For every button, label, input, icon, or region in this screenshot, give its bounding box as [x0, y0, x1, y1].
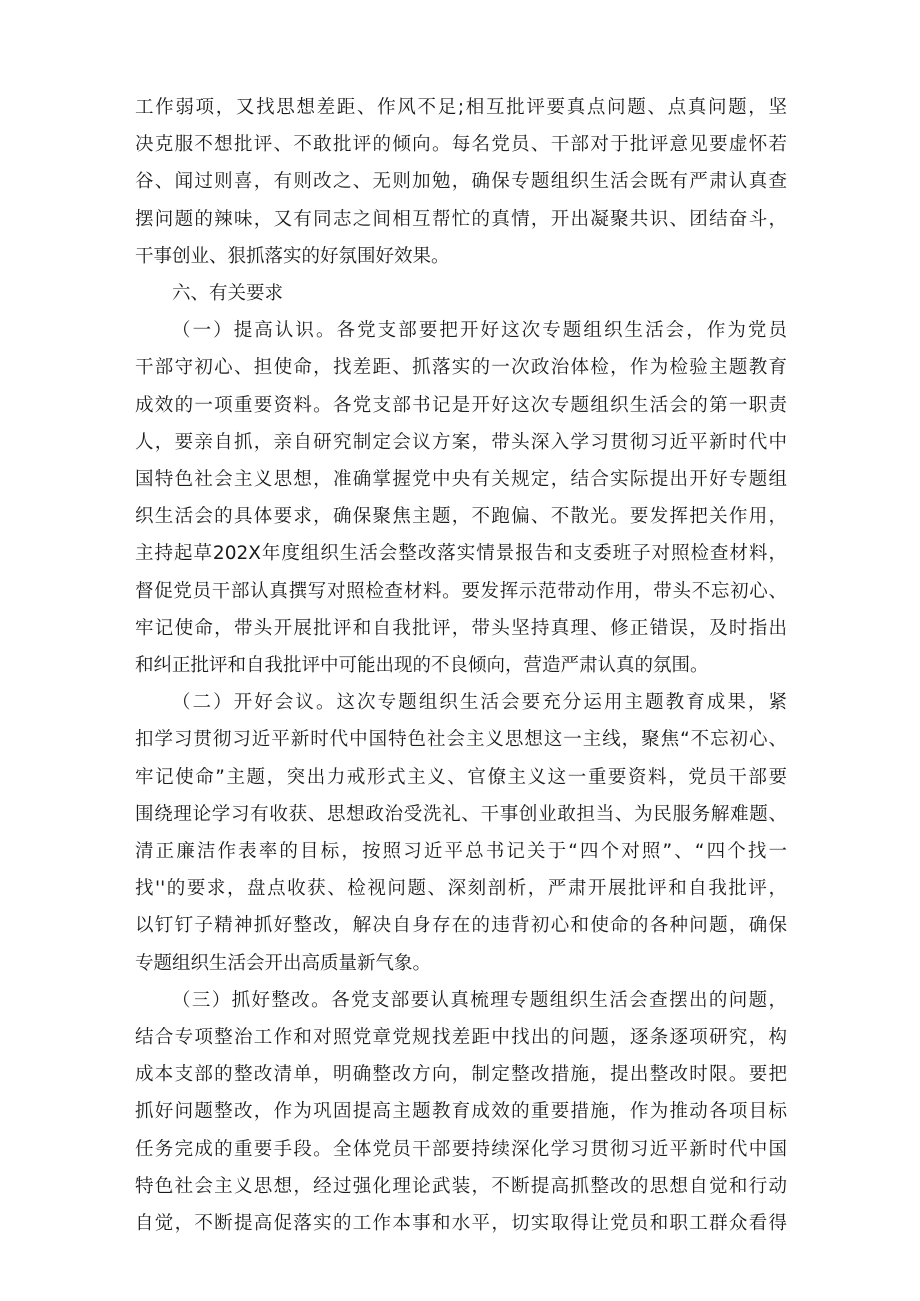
paragraph-line: 成本支部的整改清单，明确整改方向，制定整改措施，提出整改时限。要把	[135, 1064, 787, 1086]
paragraph-line: （二）开好会议。这次专题组织生活会要充分运用主题教育成果，紧	[172, 692, 787, 714]
paragraph-line: 找''的要求，盘点收获、检视问题、深刻剖析，严肃开展批评和自我批评，	[135, 878, 787, 900]
paragraph-line: 任务完成的重要手段。全体党员干部要持续深化学习贯彻习近平新时代中国	[135, 1138, 787, 1160]
paragraph-line: 决克服不想批评、不敢批评的倾向。每名党员、干部对于批评意见要虚怀若	[135, 134, 787, 156]
paragraph-line: 抓好问题整改，作为巩固提高主题教育成效的重要措施，作为推动各项目标	[135, 1101, 787, 1123]
paragraph-line: 结合专项整治工作和对照党章党规找差距中找出的问题，逐条逐项研究，构	[135, 1027, 787, 1048]
paragraph-line: （三）抓好整改。各党支部要认真梳理专题组织生活会查摆出的问题，	[172, 989, 787, 1011]
paragraph-line: 清正廉洁作表率的目标，按照习近平总书记关于“四个对照”、“四个找一	[135, 841, 787, 862]
paragraph-line: 织生活会的具体要求，确保聚焦主题，不跑偏、不散光。要发挥把关作用，	[135, 506, 787, 528]
paragraph-line: 督促党员干部认真撰写对照检查材料。要发挥示范带动作用，带头不忘初心、	[135, 580, 787, 602]
paragraph-line: 主持起草202X年度组织生活会整改落实情景报告和支委班子对照检查材料，	[135, 543, 787, 565]
paragraph-line: 牢记使命，带头开展批评和自我批评，带头坚持真理、修正错误，及时指出	[135, 617, 787, 639]
paragraph-line: （一）提高认识。各党支部要把开好这次专题组织生活会，作为党员	[172, 320, 787, 342]
paragraph-line: 干部守初心、担使命，找差距、抓落实的一次政治体检，作为检验主题教育	[135, 357, 787, 379]
section-heading: 六、有关要求	[172, 283, 284, 304]
paragraph-line: 牢记使命”主题，突出力戒形式主义、官僚主义这一重要资料，党员干部要	[135, 766, 787, 788]
paragraph-line: 成效的一项重要资料。各党支部书记是开好这次专题组织生活会的第一职责	[135, 394, 787, 416]
paragraph-line: 国特色社会主义思想，准确掌握党中央有关规定，结合实际提出开好专题组	[135, 469, 787, 490]
paragraph-line: 和纠正批评和自我批评中可能出现的不良倾向，营造严肃认真的氛围。	[135, 655, 709, 676]
paragraph-line: 专题组织生活会开出高质量新气象。	[135, 952, 432, 974]
paragraph-line: 围绕理论学习有收获、思想政治受洗礼、干事创业敢担当、为民服务解难题、	[135, 803, 787, 825]
paragraph-line: 扣学习贯彻习近平新时代中国特色社会主义思想这一主线，聚焦“不忘初心、	[135, 729, 787, 751]
paragraph-line: 以钉钉子精神抓好整改，解决自身存在的违背初心和使命的各种问题，确保	[135, 915, 787, 937]
paragraph-line: 人，要亲自抓，亲自研究制定会议方案，带头深入学习贯彻习近平新时代中	[135, 431, 787, 453]
paragraph-line: 特色社会主义思想，经过强化理论武装，不断提高抓整改的思想自觉和行动	[135, 1175, 787, 1197]
paragraph-line: 摆问题的辣味，又有同志之间相互帮忙的真情，开出凝聚共识、团结奋斗，	[135, 208, 787, 230]
paragraph-line: 自觉，不断提高促落实的工作本事和水平，切实取得让党员和职工群众看得	[135, 1213, 787, 1234]
paragraph-line: 谷、闻过则喜，有则改之、无则加勉，确保专题组织生活会既有严肃认真查	[135, 171, 787, 193]
paragraph-line: 干事创业、狠抓落实的好氛围好效果。	[135, 245, 450, 267]
paragraph-line: 工作弱项，又找思想差距、作风不足;相互批评要真点问题、点真问题，坚	[135, 97, 787, 118]
